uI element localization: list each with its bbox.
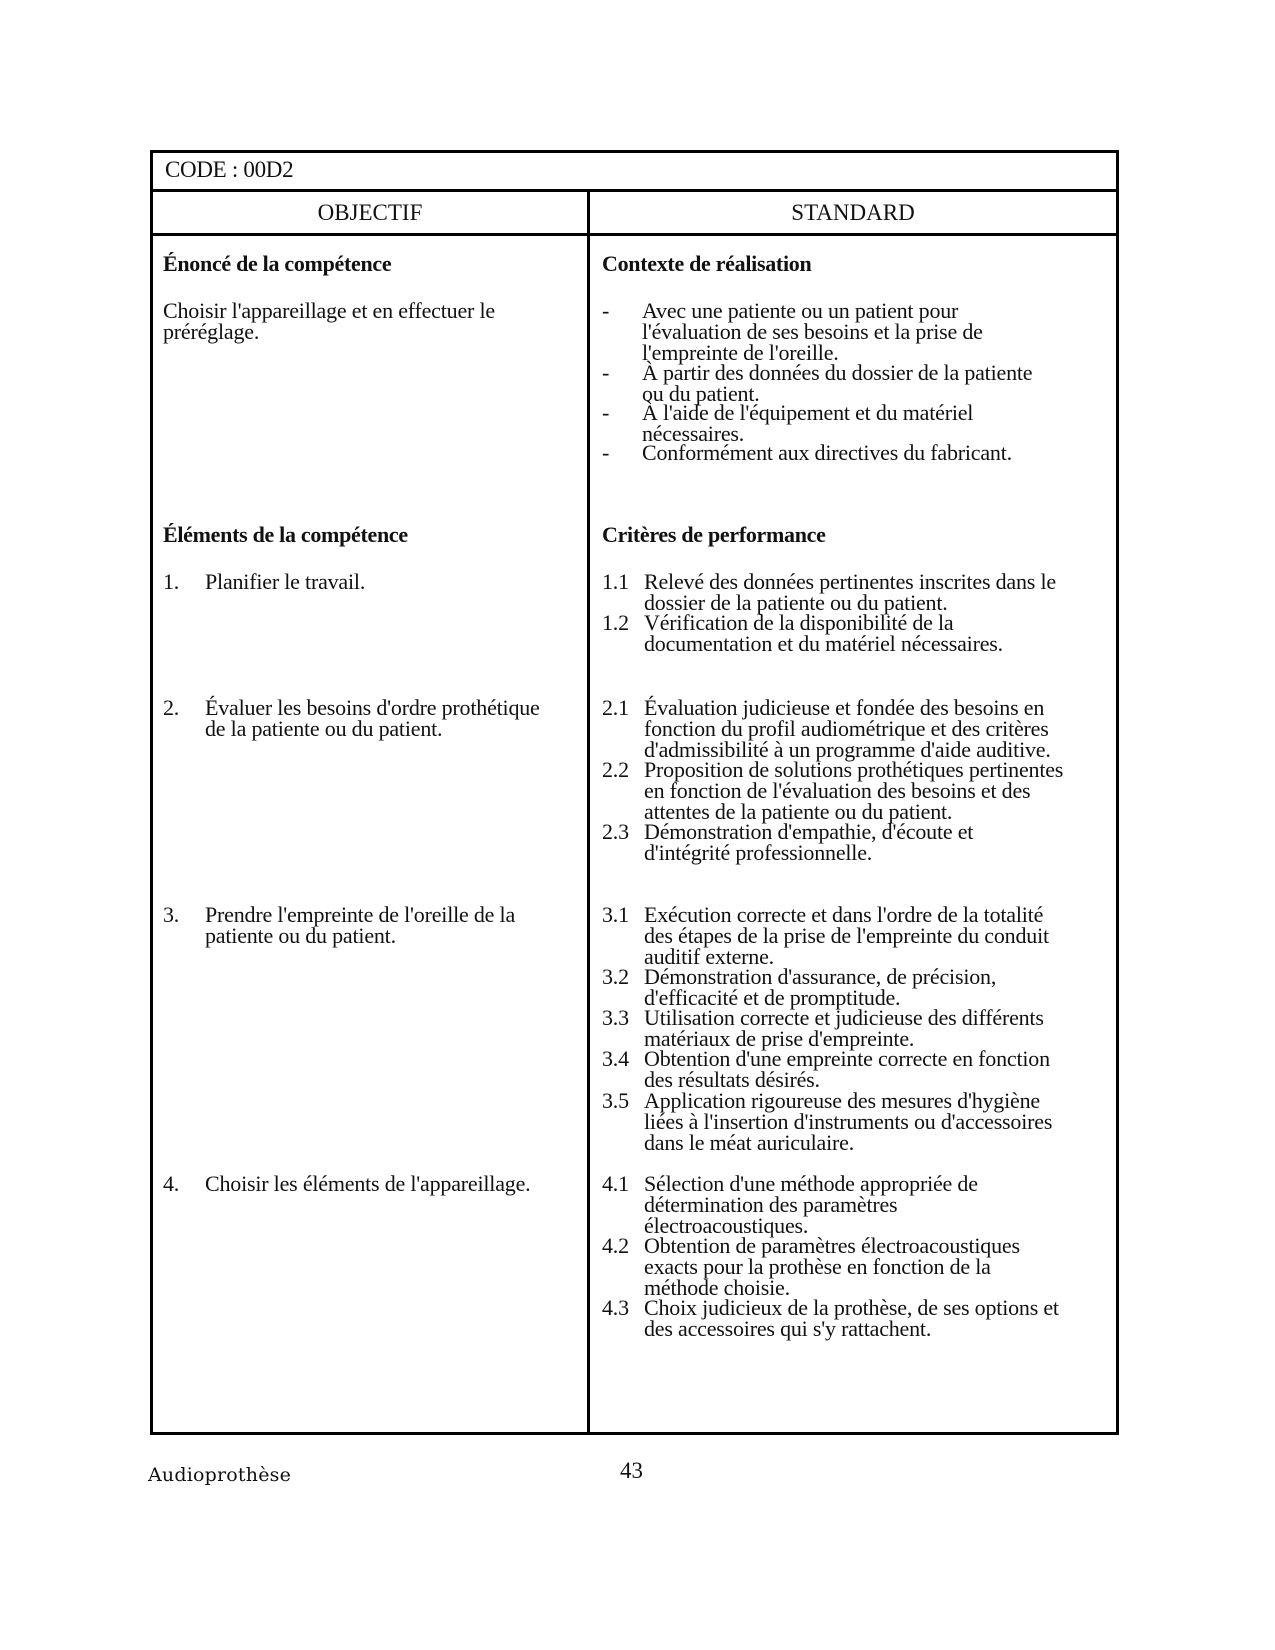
objectif-header: OBJECTIF [317, 200, 423, 225]
footer-program: Audioprothèse [148, 1464, 292, 1486]
objectif-column: Énoncé de la compétence Choisir l'appareillage et en effectuer le préréglage. Éléments de la compétence 1. Planifier le travail. 2. Évaluer les besoins d'ordre prothétique de la patiente ou du patient. 3. Prendre l'empreinte de l'oreille de la patiente ou du patient. 4. Choisir les éléments de l'appareillage. [163, 251, 540, 1196]
contexte-title: Contexte de réalisation [602, 251, 812, 276]
standard-header: STANDARD [791, 200, 915, 225]
enonce-title: Énoncé de la compétence [163, 251, 392, 276]
code-row [153, 153, 1116, 192]
header-row [153, 192, 1116, 236]
competency-table [150, 150, 1119, 1435]
standard-column: Contexte de réalisation - Avec une patiente ou un patient pour l'évaluation de ses besoins et la prise de l'empreinte de l'oreille. - À partir des données du dossier de la patiente ou du patient. - À l'aide de l'équipement et du matériel nécessaires. - Conformément aux directives du fabricant. Critères de performance 1.1 Relevé des données pertinentes inscrites dans le dossier de la patiente ou du patient. 1.2 Vérification de la disponibilité de la documentation et du matériel nécessaires. 2.1 Évaluation judicieuse et fondée des besoins en fonction du profil audiométrique et des critères d'admissibilité à un programme d'aide auditive. 2.2 Proposition de solutions prothétiques pertinentes en fonction de l'évaluation des besoins et des attentes de la patiente ou du patient. 2.3 Démonstration d'empathie, d'écoute et d'intégrité professionnelle. 3.1 Exécution correcte et dans l'ordre de la totalité des étapes de la prise de l'empreinte du conduit auditif externe. 3.2 Démonstration d'assurance, de précision, d'efficacité et de promptitude. 3.3 Utilisation correcte et judicieuse des différents matériaux de prise d'empreinte. 3.4 Obtention d'une empreinte correcte en fonction des résultats désirés. 3.5 Application rigoureuse des mesures d'hygiène liées à l'insertion d'instruments ou d'accessoires dans le méat auriculaire. 4.1 Sélection d'une méthode appropriée de détermination des paramètres électroacoustiques. 4.2 Obtention de paramètres électroacoustiques exacts pour la prothèse en fonction de la méthode choisie. 4.3 Choix judicieux de la prothèse, de ses options et des accessoires qui s'y rattachent. [602, 251, 1064, 1341]
enonce-text: Choisir l'appareillage et en effectuer le préréglage. [163, 298, 495, 344]
elements-title: Éléments de la compétence [163, 522, 408, 547]
criteres-title: Critères de performance [602, 522, 826, 547]
competency-code: CODE : 00D2 [165, 157, 294, 182]
page-number: 43 [620, 1458, 643, 1483]
